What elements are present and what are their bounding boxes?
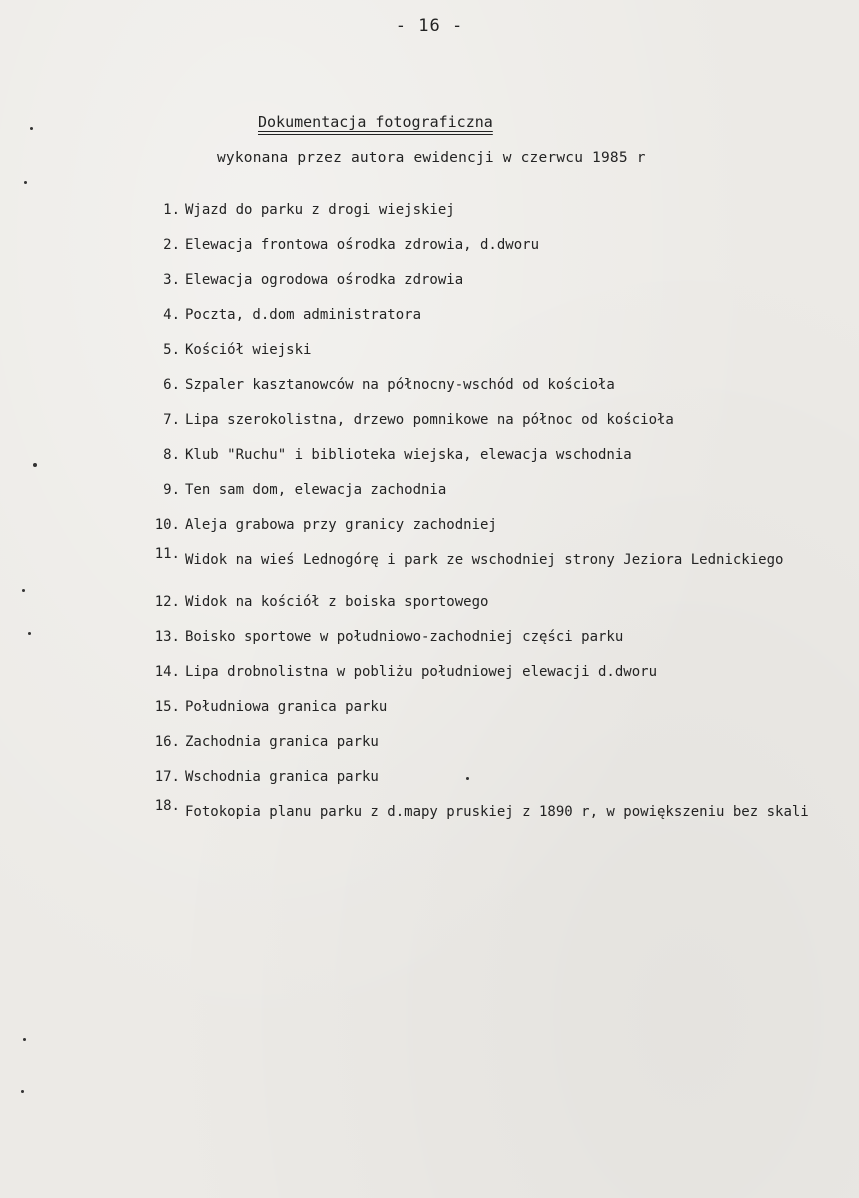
item-number: 15. bbox=[154, 699, 180, 715]
item-text: Południowa granica parku bbox=[185, 699, 388, 715]
item-text: Aleja grabowa przy granicy zachodniej bbox=[185, 517, 497, 533]
item-number: 12. bbox=[154, 594, 180, 610]
item-number: 17. bbox=[154, 769, 180, 785]
item-text: Ten sam dom, elewacja zachodnia bbox=[185, 482, 447, 498]
item-text: Widok na kościół z boiska sportowego bbox=[185, 594, 489, 610]
item-number: 6. bbox=[163, 377, 180, 393]
list-item bbox=[130, 628, 830, 646]
item-text: Fotokopia planu parku z d.mapy pruskiej z 1890 r, w powiększeniu bez skali bbox=[185, 804, 809, 820]
list-item bbox=[130, 516, 830, 534]
item-number: 16. bbox=[154, 734, 180, 750]
list-item bbox=[130, 545, 830, 576]
item-number: 13. bbox=[154, 629, 180, 645]
item-text: Lipa szerokolistna, drzewo pomnikowe na północ od kościoła bbox=[185, 412, 674, 428]
list-item bbox=[130, 593, 830, 611]
item-text: Boisko sportowe w południowo-zachodniej części parku bbox=[185, 629, 624, 645]
item-text: Zachodnia granica parku bbox=[185, 734, 379, 750]
item-text: Elewacja frontowa ośrodka zdrowia, d.dworu bbox=[185, 237, 540, 253]
item-text: Poczta, d.dom administratora bbox=[185, 307, 422, 323]
item-number: 10. bbox=[154, 517, 180, 533]
item-number: 9. bbox=[163, 482, 180, 498]
paper-speck bbox=[21, 1090, 24, 1093]
item-text: Szpaler kasztanowców na północny-wschód od kościoła bbox=[185, 377, 615, 393]
list-item bbox=[130, 411, 830, 429]
paper-speck bbox=[24, 181, 27, 184]
list-item bbox=[130, 663, 830, 681]
list-item bbox=[130, 201, 830, 219]
page-number: - 16 - bbox=[395, 16, 464, 36]
list-item bbox=[130, 733, 830, 751]
paper-speck bbox=[466, 777, 469, 780]
item-text: Elewacja ogrodowa ośrodka zdrowia bbox=[185, 272, 464, 288]
list-item bbox=[130, 768, 830, 786]
item-text: Klub "Ruchu" i biblioteka wiejska, elewacja wschodnia bbox=[185, 447, 632, 463]
list-item bbox=[130, 236, 830, 254]
item-number: 1. bbox=[163, 202, 180, 218]
paper-speck bbox=[30, 127, 33, 130]
item-text: Lipa drobnolistna w pobliżu południowej elewacji d.dworu bbox=[185, 664, 658, 680]
item-number: 5. bbox=[163, 342, 180, 358]
photo-list bbox=[130, 201, 830, 845]
item-number: 2. bbox=[163, 237, 180, 253]
list-item bbox=[130, 306, 830, 324]
item-text: Widok na wieś Lednogórę i park ze wschodniej strony Jeziora Lednickiego bbox=[185, 552, 784, 568]
list-item bbox=[130, 376, 830, 394]
list-item bbox=[130, 341, 830, 359]
item-text: Kościół wiejski bbox=[185, 342, 312, 358]
item-text: Wschodnia granica parku bbox=[185, 769, 379, 785]
item-number: 11. bbox=[154, 546, 180, 562]
document-subtitle: wykonana przez autora ewidencji w czerwcu 1985 r bbox=[217, 150, 646, 166]
paper-speck bbox=[28, 632, 31, 635]
list-item bbox=[130, 797, 830, 828]
item-number: 18. bbox=[154, 798, 180, 814]
item-number: 3. bbox=[163, 272, 180, 288]
list-item bbox=[130, 271, 830, 289]
paper-speck bbox=[33, 463, 37, 467]
item-number: 4. bbox=[163, 307, 180, 323]
list-item bbox=[130, 446, 830, 464]
paper-speck bbox=[23, 1038, 26, 1041]
item-number: 14. bbox=[154, 664, 180, 680]
item-number: 7. bbox=[163, 412, 180, 428]
paper-speck bbox=[22, 589, 25, 592]
list-item bbox=[130, 698, 830, 716]
item-number: 8. bbox=[163, 447, 180, 463]
document-title: Dokumentacja fotograficzna bbox=[258, 113, 493, 131]
item-text: Wjazd do parku z drogi wiejskiej bbox=[185, 202, 455, 218]
list-item bbox=[130, 481, 830, 499]
